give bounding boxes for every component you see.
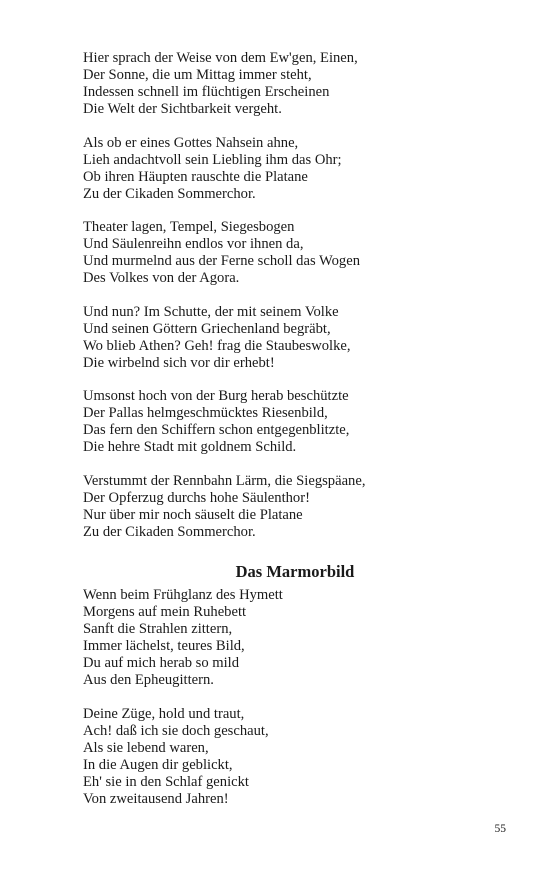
stanza: [83, 304, 503, 372]
stanza: [83, 219, 503, 287]
verse-line: In die Augen dir geblickt,: [83, 756, 233, 773]
stanza: [83, 135, 503, 203]
verse-line: Immer lächelst, teures Bild,: [83, 638, 245, 654]
stanza: [83, 587, 503, 689]
verse-line: Die Welt der Sichtbarkeit vergeht.: [83, 101, 282, 117]
verse-line: Umsonst hoch von der Burg herab beschützte: [83, 388, 349, 404]
verse-line: Die wirbelnd sich vor dir erhebt!: [83, 354, 275, 371]
poem-title: Das Marmorbild: [235, 562, 355, 581]
stanza: [83, 473, 503, 541]
verse-line: Zu der Cikaden Sommerchor.: [83, 523, 256, 540]
verse-line: Sanft die Strahlen zittern,: [83, 621, 233, 637]
verse-line: Die hehre Stadt mit goldnem Schild.: [83, 439, 297, 455]
verse-line: Zu der Cikaden Sommerchor.: [83, 185, 256, 202]
poem-marmorbild: [83, 587, 503, 824]
poem-continuation: [83, 50, 503, 557]
verse-line: Das fern den Schiffern schon entgegenblitzte,: [83, 422, 350, 438]
verse-line: Ob ihren Häupten rauschte die Platane: [83, 168, 308, 185]
verse-line: Ach! daß ich sie doch geschaut,: [83, 722, 269, 739]
page-number: 55: [494, 823, 506, 835]
verse-line: Indessen schnell im flüchtigen Erscheinen: [83, 84, 330, 100]
verse-line: Aus den Epheugittern.: [83, 672, 214, 688]
verse-line: Eh' sie in den Schlaf genickt: [83, 773, 249, 790]
verse-line: Als sie lebend waren,: [83, 739, 209, 756]
stanza: [83, 706, 503, 808]
verse-line: Der Sonne, die um Mittag immer steht,: [83, 67, 312, 83]
verse-line: Deine Züge, hold und traut,: [83, 705, 245, 722]
verse-line: Des Volkes von der Agora.: [83, 270, 240, 286]
verse-line: Und seinen Göttern Griechenland begräbt,: [83, 320, 331, 337]
stanza: [83, 388, 503, 456]
verse-line: Der Pallas helmgeschmücktes Riesenbild,: [83, 405, 328, 421]
stanza: [83, 50, 503, 118]
verse-line: Und Säulenreihn endlos vor ihnen da,: [83, 236, 304, 252]
verse-line: Und murmelnd aus der Ferne scholl das Wogen: [83, 253, 360, 269]
verse-line: Wo blieb Athen? Geh! frag die Staubeswolke,: [83, 337, 351, 354]
verse-line: Von zweitausend Jahren!: [83, 790, 229, 807]
verse-line: Nur über mir noch säuselt die Platane: [83, 506, 303, 523]
verse-line: Als ob er eines Gottes Nahsein ahne,: [83, 134, 299, 151]
verse-line: Und nun? Im Schutte, der mit seinem Volke: [83, 303, 339, 320]
verse-line: Morgens auf mein Ruhebett: [83, 604, 247, 620]
verse-line: Der Opferzug durchs hohe Säulenthor!: [83, 489, 310, 506]
verse-line: Theater lagen, Tempel, Siegesbogen: [83, 219, 295, 235]
verse-line: Hier sprach der Weise von dem Ew'gen, Einen,: [83, 50, 358, 66]
verse-line: Lieh andachtvoll sein Liebling ihm das Ohr;: [83, 151, 342, 168]
verse-line: Verstummt der Rennbahn Lärm, die Siegspäane,: [83, 472, 366, 489]
verse-line: Wenn beim Frühglanz des Hymett: [83, 587, 283, 603]
verse-line: Du auf mich herab so mild: [83, 655, 240, 671]
